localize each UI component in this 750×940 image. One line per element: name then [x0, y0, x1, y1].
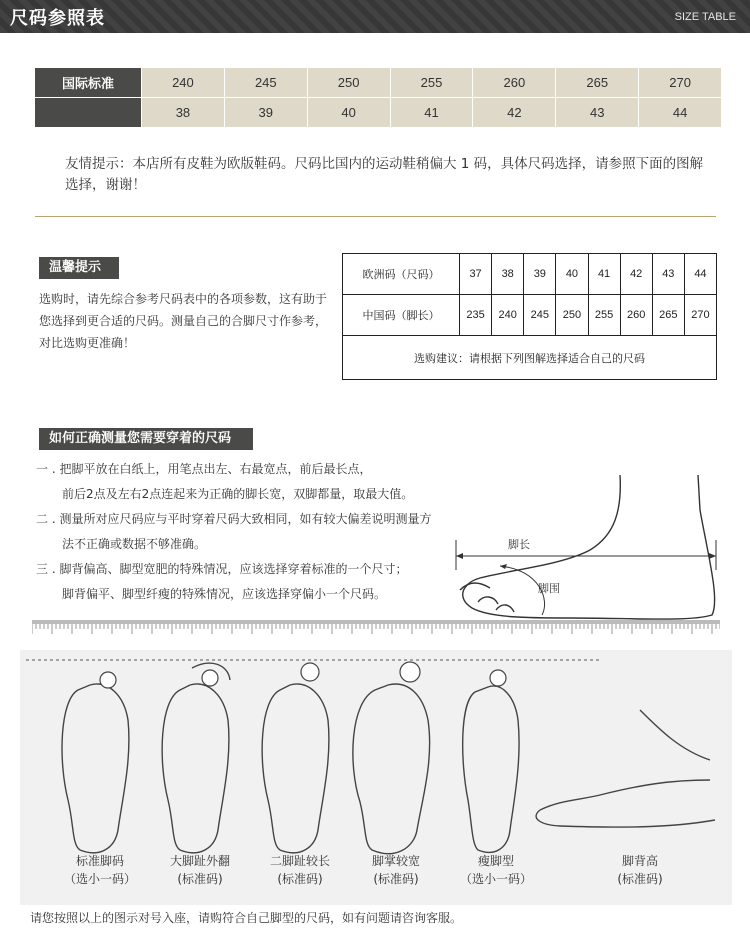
table-cell: 260 — [620, 295, 652, 336]
side-foot-illustration — [450, 470, 722, 625]
foot-type-advice: (标准码) — [617, 872, 663, 886]
table-cell: 265 — [556, 68, 638, 97]
foot-type-panel — [20, 650, 732, 905]
page-title: 尺码参照表 — [10, 8, 105, 29]
step-line: 二 . 测量所对应尺码应与平时穿着尺码大致相同，如有较大偏差说明测量方 — [36, 512, 432, 526]
table-cell: 44 — [639, 98, 721, 127]
foot-outline — [262, 684, 329, 853]
table-cell: 250 — [556, 295, 588, 336]
row-header-blank — [35, 98, 141, 127]
size-conversion-table — [342, 253, 717, 380]
foot-type-advice: (标准码) — [373, 872, 419, 886]
measure-steps — [36, 457, 456, 607]
table-cell: 255 — [588, 295, 620, 336]
foot-type-advice: (标准码) — [277, 872, 323, 886]
table-cell: 255 — [391, 68, 473, 97]
friendly-tip: 友情提示：本店所有皮鞋为欧版鞋码。尺码比国内的运动鞋稍偏大 1 码，具体尺码选择，请参照下面的图解选择，谢谢！ — [65, 156, 704, 193]
table-row — [343, 336, 717, 380]
foot-type-name: 脚掌较宽 — [371, 854, 420, 868]
foot-girth-label: 脚围 — [538, 582, 560, 595]
table-cell: 39 — [225, 98, 307, 127]
step-line: 一 . 把脚平放在白纸上，用笔点出左、右最宽点，前后最长点， — [36, 462, 372, 476]
table-cell: 245 — [524, 295, 556, 336]
table-row — [343, 295, 717, 336]
table-cell: 270 — [639, 68, 721, 97]
table-row — [343, 254, 717, 295]
step-line: 法不正确或数据不够准确。 — [62, 537, 207, 551]
table-cell: 38 — [142, 98, 224, 127]
foot-type-name: 瘦脚型 — [477, 854, 514, 868]
table-row — [35, 98, 721, 127]
cn-size-label: 中国码（脚长） — [343, 295, 460, 336]
foot-type-caption — [448, 852, 544, 888]
foot-type-caption — [348, 852, 444, 888]
foot-type-name: 大脚趾外翻 — [169, 854, 230, 868]
foot-outline — [62, 684, 129, 853]
table-cell: 270 — [684, 295, 716, 336]
table-cell: 37 — [460, 254, 492, 295]
table-cell: 250 — [308, 68, 390, 97]
table-cell: 40 — [308, 98, 390, 127]
table-cell: 235 — [460, 295, 492, 336]
foot-type-advice: （选小一码） — [63, 872, 136, 886]
page-header — [0, 0, 750, 33]
foot-outline — [353, 684, 430, 854]
divider — [35, 216, 716, 217]
step-line: 前后2点及左右2点连起来为正确的脚长宽，双脚都量，取最大值。 — [62, 487, 414, 501]
foot-type-name: 二脚趾较长 — [269, 854, 330, 868]
table-row — [35, 68, 721, 97]
foot-type-caption — [152, 852, 248, 888]
foot-type-advice: （选小一码） — [459, 872, 532, 886]
table-cell: 39 — [524, 254, 556, 295]
footer-note: 请您按照以上的图示对号入座，请购符合自己脚型的尺码，如有问题请咨询客服。 — [30, 911, 463, 925]
foot-type-name: 脚背高 — [621, 854, 658, 868]
table-cell: 265 — [652, 295, 684, 336]
measure-label: 如何正确测量您需要穿着的尺码 — [39, 428, 253, 450]
foot-type-advice: (标准码) — [177, 872, 223, 886]
foot-length-label: 脚长 — [508, 538, 530, 551]
table-cell: 42 — [620, 254, 652, 295]
foot-type-caption — [592, 852, 688, 888]
foot-type-name: 标准脚码 — [75, 854, 124, 868]
table-cell: 41 — [588, 254, 620, 295]
warm-tip-text: 选购时，请先综合参考尺码表中的各项参数，这有助于您选择到更合适的尺码。测量自己的合脚尺寸作参考，对比选购更准确！ — [39, 292, 328, 350]
table-cell: 245 — [225, 68, 307, 97]
table-cell: 42 — [473, 98, 555, 127]
table-cell: 44 — [684, 254, 716, 295]
table-cell: 260 — [473, 68, 555, 97]
step-line: 脚背偏平、脚型纤瘦的特殊情况，应该选择穿偏小一个尺码。 — [62, 587, 387, 601]
foot-outline — [536, 710, 715, 827]
table-cell: 41 — [391, 98, 473, 127]
table-cell: 43 — [652, 254, 684, 295]
warm-tip-label: 温馨提示 — [39, 257, 119, 279]
table-cell: 240 — [492, 295, 524, 336]
step-line: 三 . 脚背偏高、脚型宽肥的特殊情况，应该选择穿着标准的一个尺寸； — [36, 562, 408, 576]
euro-size-label: 欧洲码（尺码） — [343, 254, 460, 295]
size-table-label: SIZE TABLE — [674, 11, 736, 23]
foot-type-caption — [252, 852, 348, 888]
foot-outline — [463, 686, 519, 852]
international-size-table — [35, 68, 721, 127]
table-cell: 240 — [142, 68, 224, 97]
ruler — [32, 620, 720, 636]
foot-type-caption — [52, 852, 148, 888]
table-cell: 43 — [556, 98, 638, 127]
table-cell: 38 — [492, 254, 524, 295]
row-header: 国际标准 — [35, 68, 141, 97]
table-cell: 40 — [556, 254, 588, 295]
foot-outline — [162, 684, 229, 853]
purchase-advice: 选购建议：请根据下列图解选择适合自己的尺码 — [343, 336, 717, 380]
